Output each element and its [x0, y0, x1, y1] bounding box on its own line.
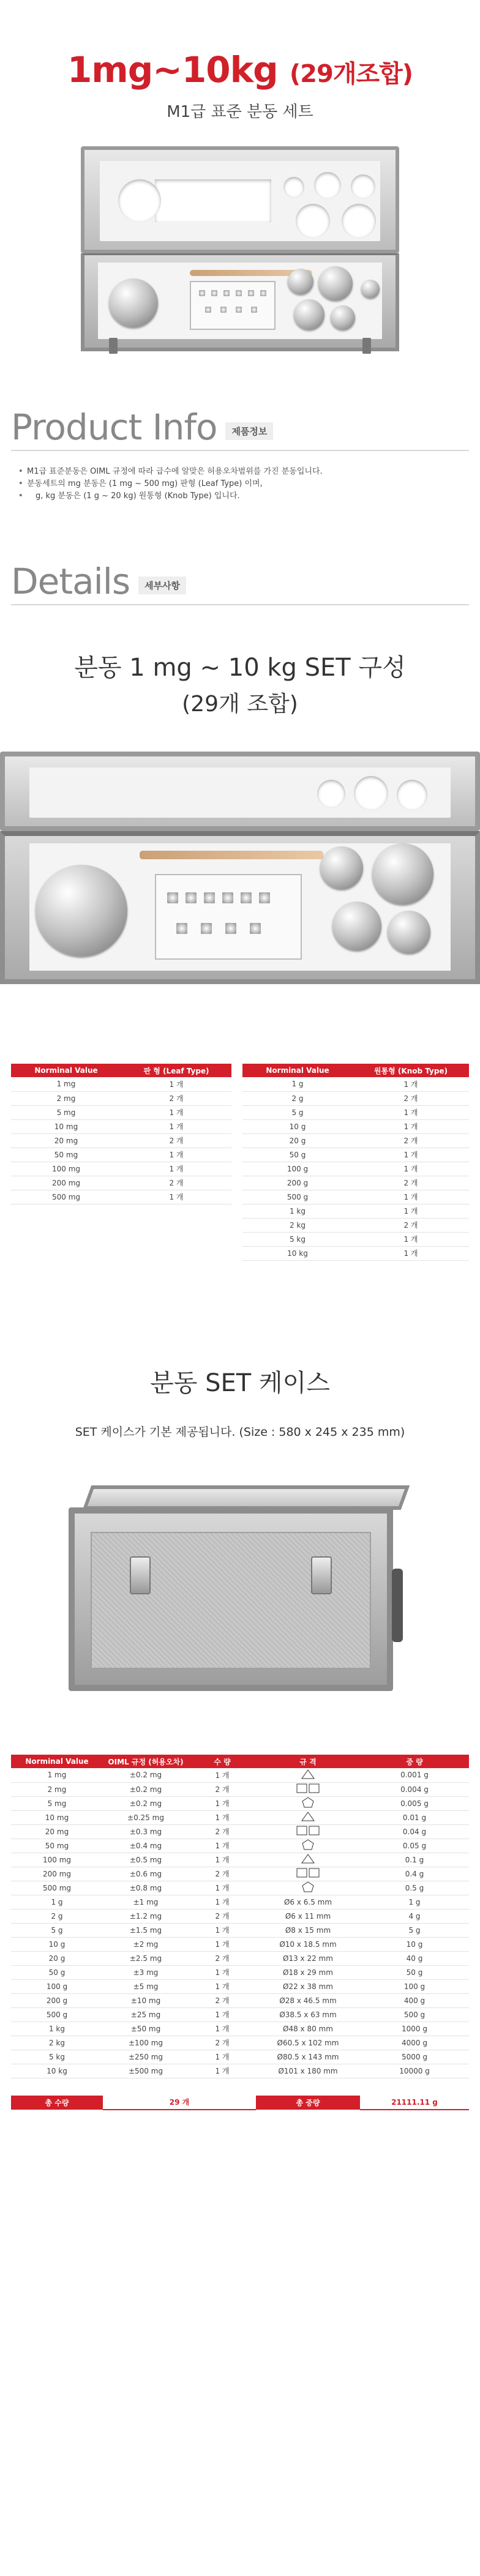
spec-table-row [11, 1853, 469, 1867]
leaf-table-cell: 50 mg [11, 1148, 121, 1162]
square2-shape-icon [256, 1782, 360, 1796]
spec-table-cell: ±3 mg [103, 1965, 189, 1979]
spec-table-row [11, 1937, 469, 1951]
spec-table-cell: 500 g [11, 2007, 103, 2022]
spec-table-cell: ±1 mg [103, 1895, 189, 1909]
knob-table-row [242, 1176, 469, 1190]
set-case-image [69, 1485, 411, 1718]
spec-table-cell: 5 mg [11, 1796, 103, 1810]
spec-table-cell: ±0.3 mg [103, 1824, 189, 1839]
spec-table-row [11, 1979, 469, 1993]
spec-table-cell: 1 개 [189, 1853, 256, 1867]
spec-table-cell: 5 kg [11, 2050, 103, 2064]
spec-table-cell: 1 개 [189, 2022, 256, 2036]
spec-table-cell: ±1.5 mg [103, 1923, 189, 1937]
spec-table-cell: ±10 mg [103, 1993, 189, 2007]
spec-table-row [11, 1796, 469, 1810]
spec-table [11, 1755, 469, 2078]
knob-table-row [242, 1148, 469, 1162]
spec-table-cell: ±50 mg [103, 2022, 189, 2036]
spec-table-cell: 2 개 [189, 1782, 256, 1796]
spec-table-row [11, 2050, 469, 2064]
spec-table-cell: 50 mg [11, 1839, 103, 1853]
spec-table-cell: ±0.8 mg [103, 1881, 189, 1895]
spec-table-cell: 5 g [360, 1923, 469, 1937]
leaf-table-cell: 5 mg [11, 1105, 121, 1119]
knob-table-cell: 1 개 [353, 1119, 469, 1133]
details-tag: 세부사항 [138, 577, 186, 594]
spec-table-cell: 0.005 g [360, 1796, 469, 1810]
leaf-type-table [11, 1064, 231, 1204]
spec-table-cell: 1 g [11, 1895, 103, 1909]
spec-size-cell: Ø80.5 x 143 mm [256, 2050, 360, 2064]
spec-table-cell: 100 mg [11, 1853, 103, 1867]
spec-size-cell: Ø60.5 x 102 mm [256, 2036, 360, 2050]
knob-table-cell: 200 g [242, 1176, 353, 1190]
knob-table-row [242, 1232, 469, 1246]
knob-table-cell: 20 g [242, 1133, 353, 1148]
spec-table-cell: 4 g [360, 1909, 469, 1923]
knob-table-cell: 1 개 [353, 1148, 469, 1162]
knob-table-cell: 100 g [242, 1162, 353, 1176]
leaf-table-cell: 2 mg [11, 1091, 121, 1105]
case-base [81, 253, 399, 351]
spec-table-cell: 10000 g [360, 2064, 469, 2078]
case-heading: 분동 SET 케이스 [150, 1369, 330, 1397]
details-title: Details [11, 561, 130, 602]
knob-table-cell: 1 개 [353, 1077, 469, 1091]
spec-table-row [11, 1965, 469, 1979]
product-info-tag: 제품정보 [225, 422, 273, 440]
product-info-section [0, 406, 480, 502]
total-count-label: 총 수량 [11, 2096, 103, 2110]
spec-table-row [11, 1824, 469, 1839]
spec-table-cell: 50 g [11, 1965, 103, 1979]
details-heading-line1: 분동 1 mg ~ 10 kg SET 구성 [74, 654, 406, 682]
page-title [0, 0, 480, 91]
spec-table-cell: 1 개 [189, 2064, 256, 2078]
spec-table-cell: 1 개 [189, 1768, 256, 1782]
leaf-table-cell: 100 mg [11, 1162, 121, 1176]
spec-size-cell: Ø22 x 38 mm [256, 1979, 360, 1993]
spec-table-row [11, 1895, 469, 1909]
details-heading [0, 648, 480, 718]
spec-table-cell: ±2 mg [103, 1937, 189, 1951]
spec-table-cell: 2 g [11, 1909, 103, 1923]
knob-table-cell: 1 개 [353, 1246, 469, 1260]
leaf-col-value-header: Norminal Value [11, 1064, 121, 1077]
spec-table-cell: 2 개 [189, 2036, 256, 2050]
spec-table-cell: 1 개 [189, 2050, 256, 2064]
pentagon-shape-icon [256, 1796, 360, 1810]
spec-table-cell: 2 개 [189, 1824, 256, 1839]
spec-table-cell: 1 kg [11, 2022, 103, 2036]
spec-table-cell: 1 개 [189, 1937, 256, 1951]
title-suffix: (29개조합) [289, 60, 413, 88]
spec-table-cell: ±0.5 mg [103, 1853, 189, 1867]
spec-col-oiml-header: OIML 규정 (허용오차) [103, 1755, 189, 1768]
spec-table-section [0, 1755, 480, 2110]
spec-table-row [11, 1923, 469, 1937]
bullet-2: • 분동세트의 mg 분동은 (1 mg ~ 500 mg) 판형 (Leaf Type) 이며, [18, 478, 462, 490]
spec-table-cell: 20 g [11, 1951, 103, 1965]
knob-table-row [242, 1246, 469, 1260]
leaf-table-cell: 1 개 [121, 1119, 231, 1133]
details-case-image [0, 752, 480, 990]
leaf-table-cell: 1 mg [11, 1077, 121, 1091]
spec-table-cell: ±0.25 mg [103, 1810, 189, 1824]
spec-size-cell: Ø6 x 6.5 mm [256, 1895, 360, 1909]
leaf-table-cell: 1 개 [121, 1105, 231, 1119]
spec-table-row [11, 1881, 469, 1895]
spec-table-cell: 200 g [11, 1993, 103, 2007]
spec-table-cell: 1 개 [189, 2007, 256, 2022]
leaf-table-row [11, 1148, 231, 1162]
knob-table-row [242, 1119, 469, 1133]
spec-table-cell: 0.4 g [360, 1867, 469, 1881]
spec-table-cell: ±0.6 mg [103, 1867, 189, 1881]
spec-table-cell: 0.004 g [360, 1782, 469, 1796]
spec-table-row [11, 1909, 469, 1923]
spec-size-cell: Ø28 x 46.5 mm [256, 1993, 360, 2007]
spec-table-cell: ±2.5 mg [103, 1951, 189, 1965]
spec-table-cell: 100 g [11, 1979, 103, 1993]
knob-table-cell: 1 개 [353, 1204, 469, 1218]
spec-table-row [11, 2007, 469, 2022]
leaf-table-cell: 1 개 [121, 1077, 231, 1091]
spec-table-row [11, 2022, 469, 2036]
knob-table-cell: 1 g [242, 1077, 353, 1091]
spec-table-cell: 0.01 g [360, 1810, 469, 1824]
spec-table-cell: 100 g [360, 1979, 469, 1993]
spec-table-cell: 0.05 g [360, 1839, 469, 1853]
spec-table-cell: ±5 mg [103, 1979, 189, 1993]
leaf-table-row [11, 1162, 231, 1176]
bullet-3: • g, kg 분동은 (1 g ~ 20 kg) 원통형 (Knob Type) 입니다. [18, 490, 462, 502]
knob-table-row [242, 1091, 469, 1105]
spec-table-row [11, 2036, 469, 2050]
spec-table-cell: 1 개 [189, 1881, 256, 1895]
triangle-shape-icon [256, 1810, 360, 1824]
spec-table-row [11, 1951, 469, 1965]
spec-table-cell: ±0.2 mg [103, 1768, 189, 1782]
spec-table-row [11, 1993, 469, 2007]
bullet-1: • M1급 표준분동은 OIML 규정에 따라 급수에 알맞은 허용오차범위를 가진 분동입니다. [18, 466, 462, 478]
leaf-table-row [11, 1105, 231, 1119]
details-section [0, 561, 480, 605]
leaf-table-row [11, 1133, 231, 1148]
knob-table-cell: 2 개 [353, 1176, 469, 1190]
composition-tables [0, 1064, 480, 1296]
spec-col-qty-header: 수 량 [189, 1755, 256, 1768]
spec-table-cell: 5000 g [360, 2050, 469, 2064]
title-main: 1mg~10kg [67, 49, 278, 91]
spec-size-cell: Ø6 x 11 mm [256, 1909, 360, 1923]
spec-total-table [11, 2096, 469, 2110]
spec-table-cell: 1 개 [189, 1810, 256, 1824]
spec-size-cell: Ø8 x 15 mm [256, 1923, 360, 1937]
spec-table-cell: 0.04 g [360, 1824, 469, 1839]
spec-table-row [11, 1810, 469, 1824]
pentagon-shape-icon [256, 1839, 360, 1853]
leaf-table-cell: 2 개 [121, 1133, 231, 1148]
case-section [0, 1364, 480, 1439]
pentagon-shape-icon [256, 1881, 360, 1895]
spec-table-cell: 5 g [11, 1923, 103, 1937]
spec-table-cell: 2 개 [189, 1951, 256, 1965]
spec-table-cell: ±0.2 mg [103, 1782, 189, 1796]
spec-table-cell: 500 mg [11, 1881, 103, 1895]
spec-table-cell: 4000 g [360, 2036, 469, 2050]
knob-table-row [242, 1077, 469, 1091]
spec-table-cell: 2 mg [11, 1782, 103, 1796]
knob-table-cell: 2 kg [242, 1218, 353, 1232]
knob-table-row [242, 1162, 469, 1176]
knob-table-cell: 50 g [242, 1148, 353, 1162]
knob-table-cell: 1 개 [353, 1190, 469, 1204]
spec-col-size-header: 규 격 [256, 1755, 360, 1768]
spec-table-cell: 10 mg [11, 1810, 103, 1824]
knob-table-cell: 2 개 [353, 1091, 469, 1105]
knob-table-cell: 2 g [242, 1091, 353, 1105]
spec-table-cell: 2 개 [189, 1909, 256, 1923]
details-heading-line2: (29개 조합) [182, 692, 298, 717]
spec-table-cell: 1000 g [360, 2022, 469, 2036]
product-info-title: Product Info [11, 406, 217, 448]
leaf-table-cell: 10 mg [11, 1119, 121, 1133]
knob-type-table [242, 1064, 469, 1261]
spec-table-cell: 20 mg [11, 1824, 103, 1839]
spec-table-cell: ±500 mg [103, 2064, 189, 2078]
spec-size-cell: Ø18 x 29 mm [256, 1965, 360, 1979]
spec-table-cell: 2 개 [189, 1867, 256, 1881]
triangle-shape-icon [256, 1853, 360, 1867]
spec-table-cell: 40 g [360, 1951, 469, 1965]
spec-table-cell: 1 개 [189, 1923, 256, 1937]
spec-table-cell: 1 g [360, 1895, 469, 1909]
spec-table-cell: 10 kg [11, 2064, 103, 2078]
spec-table-cell: 2 kg [11, 2036, 103, 2050]
spec-table-cell: 2 개 [189, 1993, 256, 2007]
spec-table-cell: 0.1 g [360, 1853, 469, 1867]
spec-table-cell: ±100 mg [103, 2036, 189, 2050]
spec-table-cell: ±250 mg [103, 2050, 189, 2064]
spec-table-cell: 1 개 [189, 1796, 256, 1810]
product-info-bullets [0, 451, 480, 502]
knob-table-cell: 2 개 [353, 1218, 469, 1232]
leaf-table-cell: 200 mg [11, 1176, 121, 1190]
knob-table-cell: 5 kg [242, 1232, 353, 1246]
knob-col-value-header: Norminal Value [242, 1064, 353, 1077]
spec-col-value-header: Norminal Value [11, 1755, 103, 1768]
spec-table-cell: 0.5 g [360, 1881, 469, 1895]
page-subtitle: M1급 표준 분동 세트 [167, 103, 313, 121]
spec-col-weight-header: 중 량 [360, 1755, 469, 1768]
spec-table-cell: ±0.2 mg [103, 1796, 189, 1810]
total-weight-label: 총 중량 [256, 2096, 360, 2110]
spec-size-cell: Ø10 x 18.5 mm [256, 1937, 360, 1951]
leaf-table-cell: 500 mg [11, 1190, 121, 1204]
knob-table-cell: 10 kg [242, 1246, 353, 1260]
total-weight-value: 21111.11 g [360, 2096, 469, 2110]
leaf-table-cell: 1 개 [121, 1190, 231, 1204]
spec-size-cell: Ø48 x 80 mm [256, 2022, 360, 2036]
knob-table-cell: 1 개 [353, 1162, 469, 1176]
knob-table-cell: 5 g [242, 1105, 353, 1119]
spec-table-cell: ±1.2 mg [103, 1909, 189, 1923]
knob-table-row [242, 1218, 469, 1232]
spec-table-cell: 400 g [360, 1993, 469, 2007]
square2-shape-icon [256, 1824, 360, 1839]
leaf-table-row [11, 1119, 231, 1133]
spec-table-cell: 1 개 [189, 1839, 256, 1853]
spec-table-cell: 1 개 [189, 1895, 256, 1909]
spec-table-cell: ±25 mg [103, 2007, 189, 2022]
spec-table-cell: 1 개 [189, 1965, 256, 1979]
spec-table-row [11, 1782, 469, 1796]
knob-col-count-header: 원통형 (Knob Type) [353, 1064, 469, 1077]
case-lid [81, 146, 399, 253]
triangle-shape-icon [256, 1768, 360, 1782]
leaf-table-cell: 20 mg [11, 1133, 121, 1148]
spec-table-row [11, 2064, 469, 2078]
knob-table-row [242, 1133, 469, 1148]
leaf-table-row [11, 1176, 231, 1190]
leaf-table-row [11, 1091, 231, 1105]
leaf-table-row [11, 1077, 231, 1091]
spec-table-cell: 500 g [360, 2007, 469, 2022]
spec-table-row [11, 1768, 469, 1782]
spec-table-cell: 200 mg [11, 1867, 103, 1881]
leaf-table-cell: 2 개 [121, 1091, 231, 1105]
leaf-table-cell: 1 개 [121, 1148, 231, 1162]
spec-table-cell: 10 g [11, 1937, 103, 1951]
spec-table-cell: 0.001 g [360, 1768, 469, 1782]
spec-table-cell: 1 mg [11, 1768, 103, 1782]
spec-size-cell: Ø38.5 x 63 mm [256, 2007, 360, 2022]
knob-table-cell: 1 개 [353, 1105, 469, 1119]
spec-table-row [11, 1867, 469, 1881]
spec-table-cell: 1 개 [189, 1979, 256, 1993]
case-caption: SET 케이스가 기본 제공됩니다. (Size : 580 x 245 x 235 mm) [75, 1425, 405, 1439]
knob-table-row [242, 1190, 469, 1204]
knob-table-cell: 10 g [242, 1119, 353, 1133]
spec-table-cell: 50 g [360, 1965, 469, 1979]
knob-table-cell: 1 kg [242, 1204, 353, 1218]
knob-table-cell: 1 개 [353, 1232, 469, 1246]
total-count-value: 29 개 [103, 2096, 256, 2110]
knob-table-row [242, 1105, 469, 1119]
knob-table-row [242, 1204, 469, 1218]
leaf-table-cell: 1 개 [121, 1162, 231, 1176]
knob-table-cell: 500 g [242, 1190, 353, 1204]
spec-table-row [11, 1839, 469, 1853]
product-case-image [81, 146, 399, 351]
spec-table-cell: ±0.4 mg [103, 1839, 189, 1853]
spec-table-cell: 10 g [360, 1937, 469, 1951]
leaf-table-row [11, 1190, 231, 1204]
knob-table-cell: 2 개 [353, 1133, 469, 1148]
spec-size-cell: Ø13 x 22 mm [256, 1951, 360, 1965]
leaf-col-count-header: 판 형 (Leaf Type) [121, 1064, 231, 1077]
spec-size-cell: Ø101 x 180 mm [256, 2064, 360, 2078]
square2-shape-icon [256, 1867, 360, 1881]
leaf-table-cell: 2 개 [121, 1176, 231, 1190]
header [0, 0, 480, 122]
